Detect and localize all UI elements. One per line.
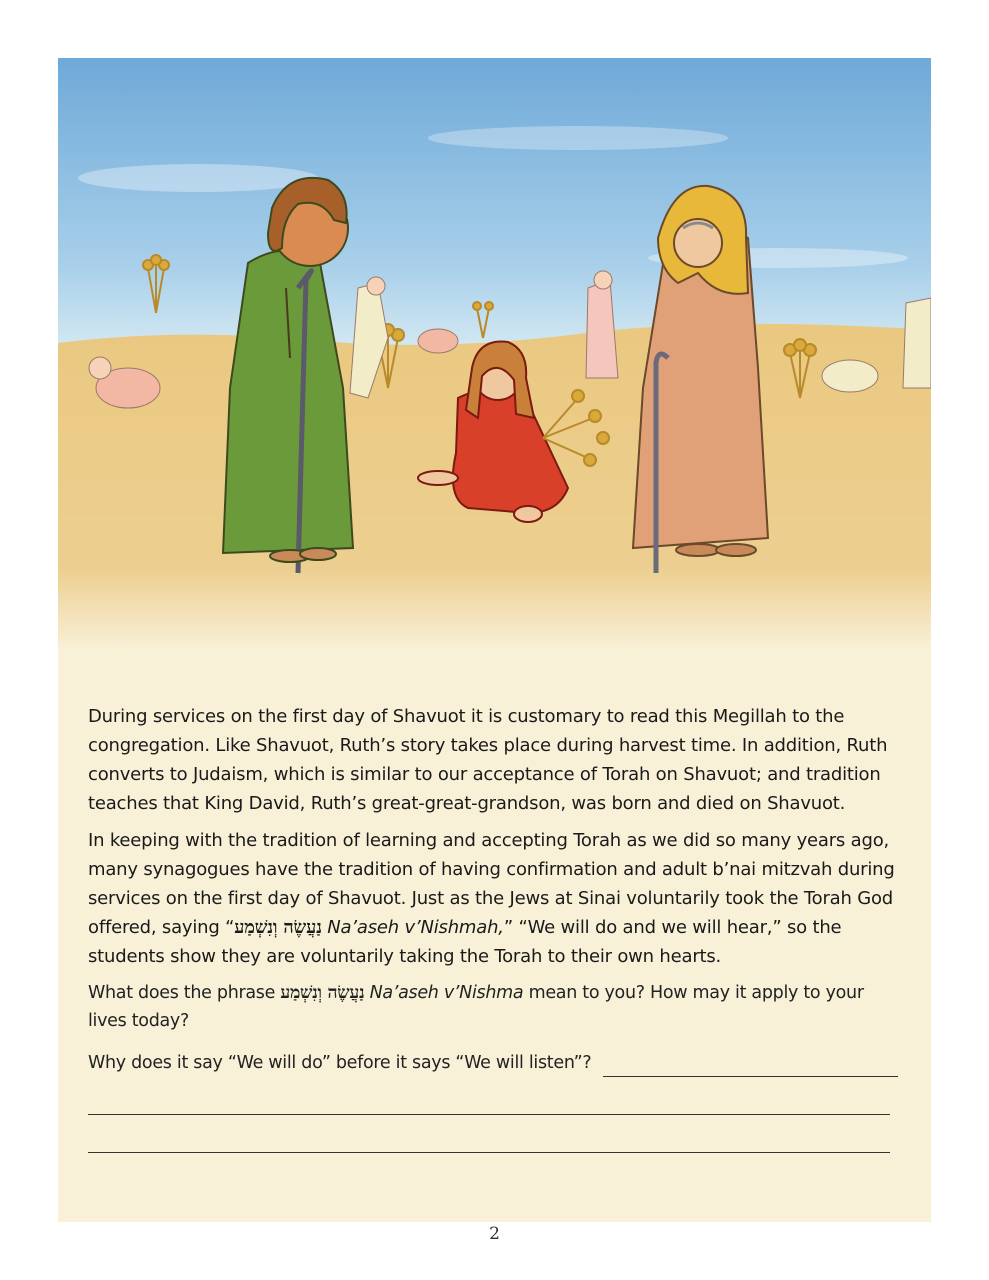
question-text: mean to you? How may it apply to your lives today? [88,983,864,1031]
question-text: What does the phrase [88,983,281,1003]
body-text [88,702,898,1153]
transliteration: Na’aseh v’Nishma [369,983,524,1003]
answer-line[interactable] [603,1054,898,1077]
paragraph-shavuot-megillah: During services on the first day of Shavuot it is customary to read this Megillah to the congregation. Like Shavuot, Ruth’s story takes place during harvest time. In addition, Ruth converts to Judaism, which is similar to our acceptance of Torah on Shavuot; and tradition teaches that King David, Ruth’s great-great-grandson, was born and died on Shavuot. [88,706,888,814]
paragraph-text: In keeping with the tradition of learning and accepting Torah as we did so many years ago, many synagogues have the tradition of having confirmation and adult b’nai mitzvah during services on the first day of Shavuot. Just as the Jews at Sinai voluntarily took the Torah God offered, saying “ [88,830,895,938]
answer-line[interactable] [88,1077,890,1115]
question-text: Why does it say “We will do” before it says “We will listen”? [88,1053,592,1073]
question-meaning [88,979,898,1035]
paragraph-text: ” “We will do and we will hear,” so the students show they are voluntarily taking the Torah to their own hearts. [88,917,842,967]
sky [58,58,931,358]
answer-line[interactable] [88,1115,890,1153]
hebrew-phrase: נַעֲשֶׂה וְנִשְׁמַע [234,917,322,938]
ruth-harvest-illustration [58,58,931,650]
hebrew-phrase: נַעֲשֶׂה וְנִשְׁמַע [280,983,365,1003]
paragraph-confirmation [88,826,898,971]
transliteration: Na’aseh v’Nishmah, [327,917,504,938]
page-number: 2 [489,1224,500,1244]
question-do-before-listen [88,1049,898,1077]
